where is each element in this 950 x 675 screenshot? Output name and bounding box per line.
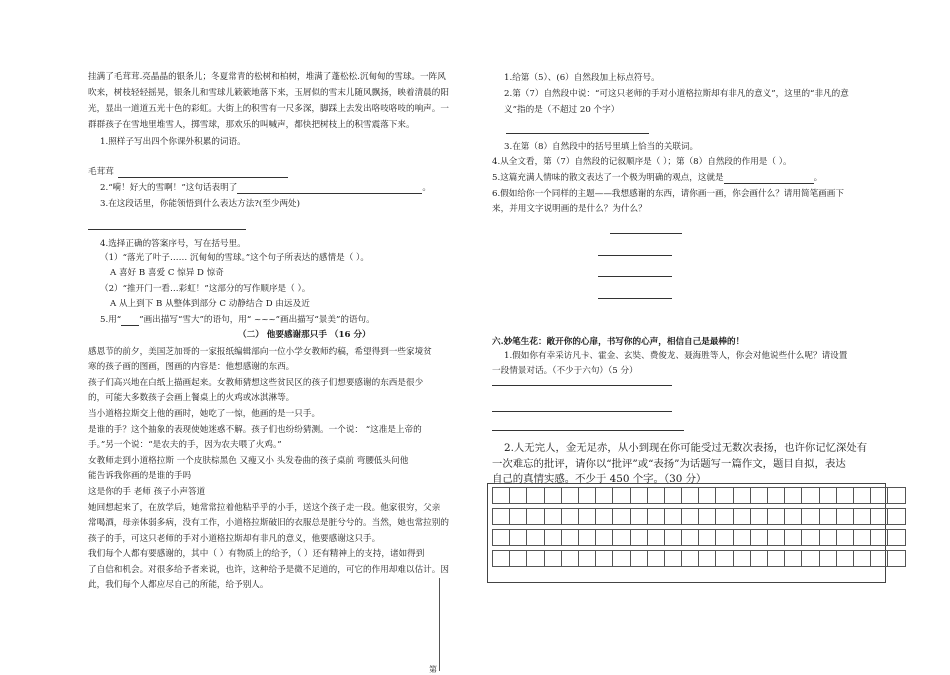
- drawing-line[interactable]: [610, 233, 682, 234]
- grid-cell[interactable]: [510, 551, 527, 567]
- question-r4: 4.从全文看，第（7）自然段的记叙顺序是（ ）；第（8）自然段的作用是（ ）。: [492, 157, 792, 167]
- story-line: 这是你的手 老师 孩子小声答道: [88, 487, 206, 497]
- drawing-line[interactable]: [598, 255, 672, 256]
- question-4-2: （2）“推开门一看…彩虹！”这部分的写作顺序是（ ）。: [100, 284, 311, 294]
- grid-cell[interactable]: [699, 509, 716, 525]
- grid-cell[interactable]: [682, 488, 699, 504]
- grid-row[interactable]: [493, 530, 906, 546]
- grid-cell[interactable]: [682, 509, 699, 525]
- story-line: 的，可能大多数孩子会画上餐桌上的火鸡或冰淇淋等。: [88, 393, 295, 403]
- grid-cell[interactable]: [888, 551, 905, 567]
- grid-cell[interactable]: [613, 530, 630, 546]
- passage-line: 挂满了毛茸茸.亮晶晶的银条儿；冬夏常青的松树和柏树，堆满了蓬松松.沉甸甸的雪球。一阵风: [88, 72, 446, 82]
- grid-cell[interactable]: [871, 488, 888, 504]
- grid-cell[interactable]: [802, 509, 819, 525]
- story-line: 感恩节的前夕，美国芝加哥的一家报纸编辑部向一位小学女教师约稿，希望得到一些家境贫: [88, 347, 432, 357]
- section-six-title: 六.妙笔生花：敞开你的心扉，书写你的心声，相信自己是最棒的！: [492, 337, 745, 347]
- grid-cell[interactable]: [630, 509, 647, 525]
- grid-cell[interactable]: [510, 509, 527, 525]
- grid-cell[interactable]: [664, 509, 681, 525]
- grid-cell[interactable]: [819, 530, 836, 546]
- question-r2-cont: 义”指的是（不超过 20 个字）: [504, 105, 620, 115]
- grid-cell[interactable]: [888, 509, 905, 525]
- grid-cell[interactable]: [561, 551, 578, 567]
- question-4: 4.选择正确的答案序号，写在括号里。: [100, 239, 246, 249]
- grid-cell[interactable]: [493, 509, 510, 525]
- grid-cell[interactable]: [630, 551, 647, 567]
- writing-task-2-cont: 一次难忘的批评，请你以“批评”或“表扬”为话题写一篇作文，题目自拟，表达: [492, 458, 846, 470]
- writing-task-2: 2.人无完人，金无足赤，从小到现在你可能受过无数次表扬，也许你记忆深处有: [504, 442, 868, 454]
- question-4-1-options: A 喜好 B 喜爱 C 惊异 D 惊奇: [110, 268, 224, 278]
- grid-cell[interactable]: [768, 551, 785, 567]
- grid-cell[interactable]: [493, 551, 510, 567]
- grid-cell[interactable]: [647, 530, 664, 546]
- story-line: 当小道格拉斯交上他的画时，她吃了一惊，他画的是一只手。: [88, 409, 321, 419]
- underline-sample: [121, 316, 139, 326]
- grid-cell[interactable]: [819, 509, 836, 525]
- passage-line: 群群孩子在雪地里堆雪人，掷雪球，那欢乐的叫喊声，都快把树枝上的积雪震落下来。: [88, 120, 415, 130]
- story-line: 能告诉我你画的是谁的手吗: [88, 471, 192, 481]
- grid-cell[interactable]: [493, 530, 510, 546]
- grid-cell[interactable]: [544, 530, 561, 546]
- grid-cell[interactable]: [853, 530, 870, 546]
- grid-cell[interactable]: [768, 488, 785, 504]
- drawing-line[interactable]: [598, 276, 672, 277]
- grid-cell[interactable]: [785, 488, 802, 504]
- grid-cell[interactable]: [888, 488, 905, 504]
- grid-cell[interactable]: [871, 530, 888, 546]
- grid-cell[interactable]: [733, 509, 750, 525]
- grid-cell[interactable]: [578, 530, 595, 546]
- grid-cell[interactable]: [613, 551, 630, 567]
- question-2: 2.“嗬！好大的雪啊！”这句话表明了 。: [100, 183, 431, 193]
- grid-cell[interactable]: [785, 530, 802, 546]
- story-line: 此，我们每个人都应尽自己的所能，给予别人。: [88, 580, 269, 590]
- question-4-2-options: A 从上到下 B 从整体到部分 C 动静结合 D 由远及近: [110, 299, 310, 309]
- grid-cell[interactable]: [750, 488, 767, 504]
- grid-cell[interactable]: [510, 488, 527, 504]
- question-4-1: （1）“落光了叶子…… 沉甸甸的雪球。”这个句子所表达的感情是（ ）。: [100, 253, 369, 263]
- grid-cell[interactable]: [733, 530, 750, 546]
- page-fold-line: [439, 578, 440, 671]
- grid-cell[interactable]: [613, 509, 630, 525]
- grid-cell[interactable]: [819, 488, 836, 504]
- story-line: 她回想起来了，在放学后，她常常拉着他粘乎乎的小手，送这个孩子走一段。他家很穷，父亲: [88, 503, 441, 513]
- grid-cell[interactable]: [544, 551, 561, 567]
- answer-line[interactable]: [492, 430, 684, 431]
- example-word: 毛茸茸: [88, 167, 114, 177]
- grid-cell[interactable]: [853, 509, 870, 525]
- page-number-mark: 第: [429, 665, 437, 674]
- grid-cell[interactable]: [630, 530, 647, 546]
- grid-cell[interactable]: [750, 551, 767, 567]
- question-r5: 5.这篇充满人情味的散文表达了一个极为明确的观点，这就是 。: [492, 173, 823, 183]
- grid-cell[interactable]: [768, 509, 785, 525]
- grid-cell[interactable]: [561, 488, 578, 504]
- grid-cell[interactable]: [630, 488, 647, 504]
- grid-cell[interactable]: [699, 530, 716, 546]
- story-line: 孩子的手，可这只老师的手对小道格拉斯却有非凡的意义，他要感谢这只手。: [88, 534, 381, 544]
- grid-cell[interactable]: [836, 551, 853, 567]
- grid-cell[interactable]: [527, 509, 544, 525]
- grid-cell[interactable]: [836, 488, 853, 504]
- grid-cell[interactable]: [699, 551, 716, 567]
- answer-line[interactable]: [88, 229, 246, 230]
- grid-row[interactable]: [493, 488, 906, 504]
- writing-task-2-cont: 自己的真情实感。不少于 450 个字。（30 分）: [492, 473, 707, 485]
- grid-cell[interactable]: [544, 509, 561, 525]
- grid-cell[interactable]: [596, 488, 613, 504]
- question-5: 5.用“ ”画出描写“雪大”的语句，用“ ~~~”画出描写“景美”的语句。: [100, 315, 375, 325]
- question-r6-cont: 来，并用文字说明画的是什么？为什么？: [492, 204, 647, 214]
- answer-line[interactable]: [506, 133, 649, 134]
- answer-line[interactable]: [118, 177, 288, 178]
- grid-cell[interactable]: [716, 509, 733, 525]
- question-r2: 2.第（7）自然段中说：“可这只老师的手对小道格拉斯却有非凡的意义”，这里的“非凡的意: [504, 89, 849, 99]
- grid-cell[interactable]: [716, 530, 733, 546]
- grid-cell[interactable]: [716, 488, 733, 504]
- grid-cell[interactable]: [682, 530, 699, 546]
- grid-cell[interactable]: [785, 551, 802, 567]
- grid-cell[interactable]: [785, 509, 802, 525]
- grid-cell[interactable]: [493, 488, 510, 504]
- grid-cell[interactable]: [819, 551, 836, 567]
- question-r6: 6.假如给你一个同样的主题——我想感谢的东西，请你画一画，你会画什么？请用简笔画画下: [492, 189, 844, 199]
- grid-cell[interactable]: [802, 530, 819, 546]
- grid-row[interactable]: [493, 551, 906, 567]
- story-line: 常喝酒，母亲体弱多病，没有工作，小道格拉斯破旧的衣服总是脏兮兮的。当然，她也常拉别的: [88, 518, 449, 528]
- grid-cell[interactable]: [768, 530, 785, 546]
- answer-blank[interactable]: [237, 184, 422, 194]
- grid-cell[interactable]: [682, 551, 699, 567]
- grid-cell[interactable]: [578, 509, 595, 525]
- grid-cell[interactable]: [561, 530, 578, 546]
- writing-task-1: 1.假如你有幸采访凡卡、霍金、玄奘、费俊龙、聂海胜等人，你会对他说些什么呢？请设置: [504, 351, 848, 361]
- grid-cell[interactable]: [853, 488, 870, 504]
- story-line: 我们每个人都有要感谢的，其中（ ）有物质上的给予，（ ）还有精神上的支持，诸如得到: [88, 549, 425, 559]
- grid-cell[interactable]: [613, 488, 630, 504]
- grid-cell[interactable]: [750, 530, 767, 546]
- passage-line: 光，显出一道道五光十色的彩虹。大街上的积雪有一尺多深，脚踩上去发出咯吱咯吱的响声。一: [88, 104, 449, 114]
- grid-cell[interactable]: [802, 488, 819, 504]
- grid-cell[interactable]: [544, 488, 561, 504]
- writing-task-1-cont: 一段情景对话。（不少于六句）（5 分）: [492, 366, 638, 376]
- story-line: 女教师走到小道格拉斯 一个皮肤棕黑色 又瘦又小 头发卷曲的孩子桌前 弯腰低头问他: [88, 456, 409, 466]
- story-line: 了自信和机会。对很多给予者来说，也许，这种给予是微不足道的，可它的作用却难以估计。因: [88, 565, 449, 575]
- grid-cell[interactable]: [561, 509, 578, 525]
- grid-cell[interactable]: [647, 509, 664, 525]
- story-line: 是谁的手？这个抽象的表现使她迷惑不解。孩子们也纷纷猜测。一个说： “这准是上帝的: [88, 425, 422, 435]
- answer-line[interactable]: [492, 411, 672, 412]
- grid-cell[interactable]: [716, 551, 733, 567]
- grid-cell[interactable]: [527, 551, 544, 567]
- grid-cell[interactable]: [888, 530, 905, 546]
- grid-cell[interactable]: [733, 488, 750, 504]
- grid-cell[interactable]: [596, 551, 613, 567]
- answer-line[interactable]: [492, 385, 672, 386]
- grid-cell[interactable]: [647, 488, 664, 504]
- grid-cell[interactable]: [750, 509, 767, 525]
- grid-cell[interactable]: [699, 488, 716, 504]
- grid-row[interactable]: [493, 509, 906, 525]
- answer-blank[interactable]: [724, 174, 814, 184]
- grid-cell[interactable]: [596, 509, 613, 525]
- grid-cell[interactable]: [802, 551, 819, 567]
- grid-cell[interactable]: [527, 488, 544, 504]
- question-1: 1.照样子写出四个你课外积累的词语。: [100, 137, 246, 147]
- grid-cell[interactable]: [733, 551, 750, 567]
- grid-cell[interactable]: [578, 488, 595, 504]
- passage-line: 吹来，树枝轻轻摇晃，银条儿和雪球儿簌簌地落下来，玉屑似的雪末儿随风飘扬，映着清晨的阳: [88, 88, 449, 98]
- question-3: 3.在这段话里，你能领悟到什么表达方法?(至少两处): [100, 199, 300, 209]
- grid-cell[interactable]: [871, 509, 888, 525]
- story-line: 手。”另一个说：“是农夫的手，因为农夫喂了火鸡。”: [88, 440, 282, 450]
- grid-cell[interactable]: [510, 530, 527, 546]
- grid-cell[interactable]: [578, 551, 595, 567]
- story-line: 孩子们高兴地在白纸上描画起来。女教师猜想这些贫民区的孩子们想要感谢的东西是很少: [88, 378, 424, 388]
- question-r1: 1.给第（5）、(6）自然段加上标点符号。: [504, 73, 660, 83]
- grid-cell[interactable]: [853, 551, 870, 567]
- grid-cell[interactable]: [596, 530, 613, 546]
- grid-cell[interactable]: [647, 551, 664, 567]
- grid-cell[interactable]: [836, 530, 853, 546]
- section-title: （二） 他要感谢那只手 （16 分）: [238, 330, 371, 340]
- question-r3: 3.在第（8）自然段中的括号里填上恰当的关联词。: [504, 142, 699, 152]
- grid-cell[interactable]: [664, 551, 681, 567]
- story-line: 寒的孩子画的图画，图画的内容是：他想感谢的东西。: [88, 362, 295, 372]
- grid-cell[interactable]: [664, 530, 681, 546]
- grid-cell[interactable]: [871, 551, 888, 567]
- composition-grid[interactable]: [492, 487, 906, 567]
- grid-cell[interactable]: [664, 488, 681, 504]
- grid-cell[interactable]: [527, 530, 544, 546]
- grid-cell[interactable]: [836, 509, 853, 525]
- drawing-line[interactable]: [598, 298, 672, 299]
